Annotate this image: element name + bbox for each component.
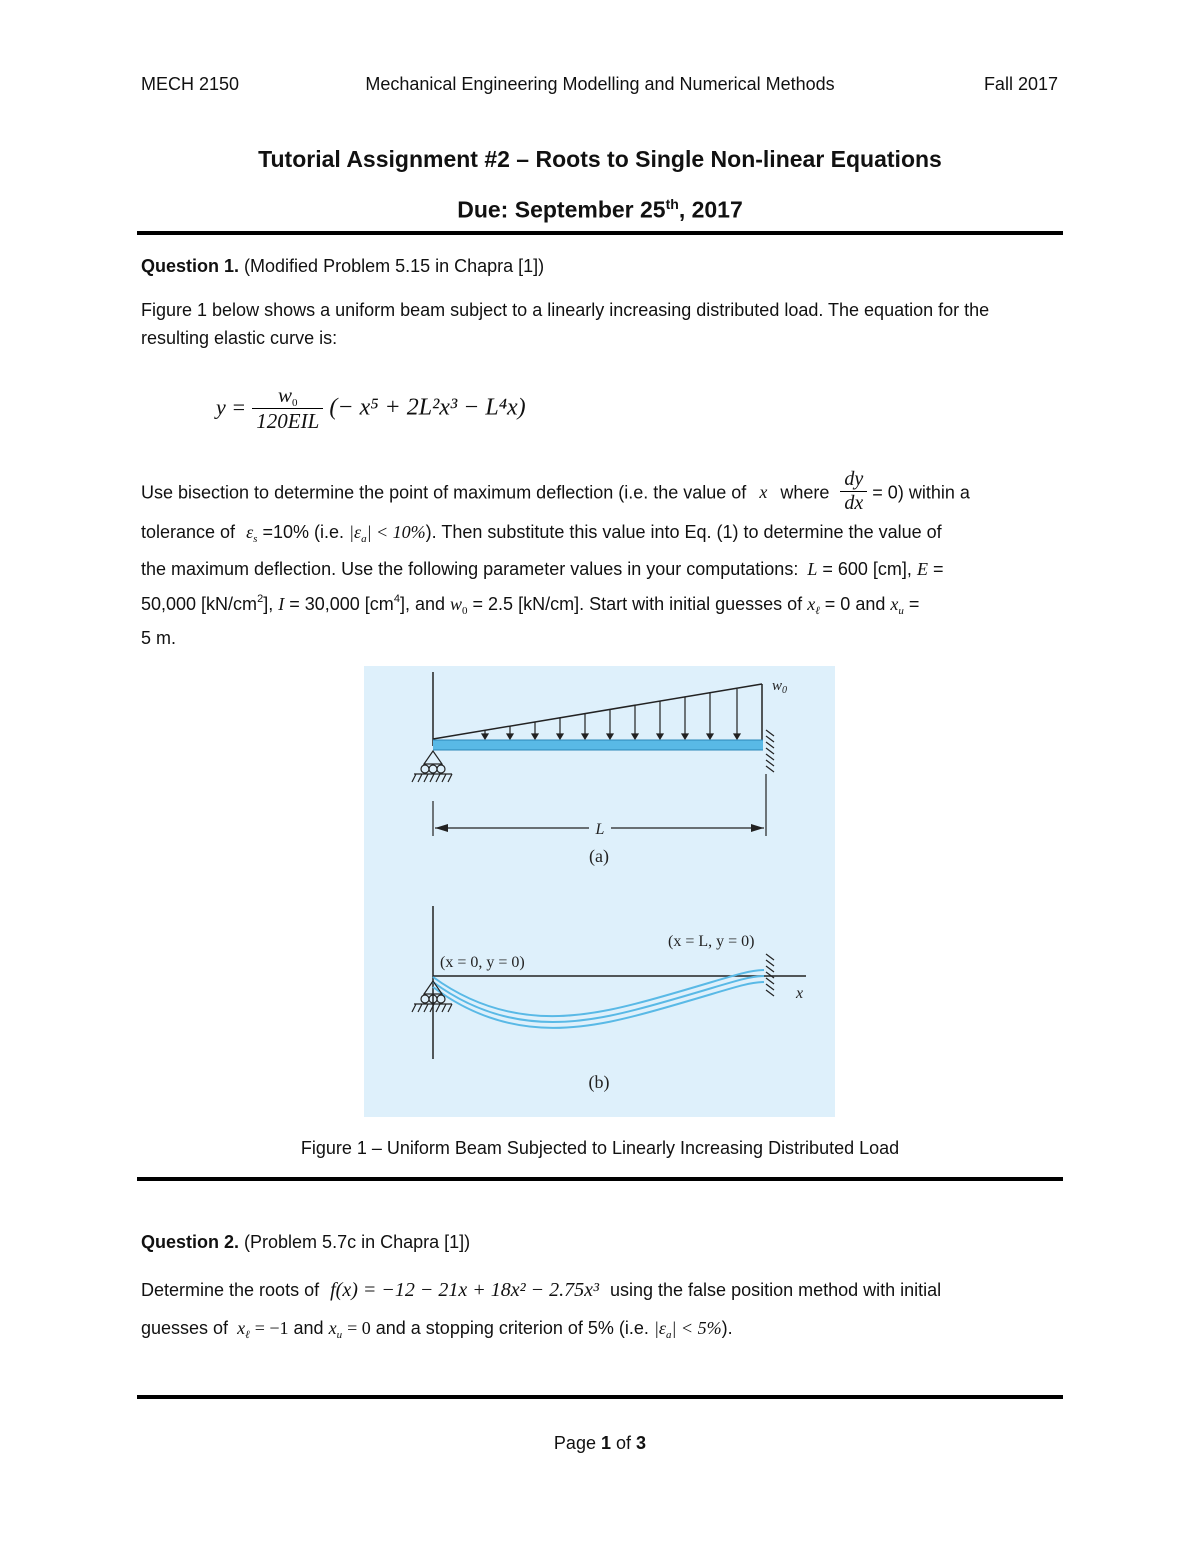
q1-heading: Question 1. (Modified Problem 5.15 in Chapra [1]) <box>141 256 545 276</box>
part-b-label: (b) <box>588 1072 610 1092</box>
part-a-label: (a) <box>589 846 609 866</box>
elastic-curve-equation: y = $\frac{w_0}{\text{120EIL}}$ (− x⁵ + 2L²x³ − L⁴x) <box>216 383 526 433</box>
x-axis-label: x <box>796 985 804 1002</box>
L-label: L <box>595 821 605 838</box>
q1-line-2: tolerance of $\varepsilon_s =10\%$ (i.e. $|\varepsilon_a| < 10\%$). Then substitute this value into Eq. (1) to determine the value of <box>141 522 942 545</box>
q1-line-3: the maximum deflection. Use the following parameter values in your computations: L = 600 [cm], E = <box>141 559 944 579</box>
q2-line-2: guesses of $x_\ell = -1$ and $x_u = 0$ and a stopping criterion of 5% (i.e. $|\varepsilon_a| < 5\%$). <box>141 1318 733 1341</box>
footer-divider <box>137 1395 1063 1399</box>
beam-figure <box>364 666 835 1117</box>
q2-line-1: Determine the roots of f(x) = −12 − 21x + 18x² − 2.75x³ using the false position method with initial <box>141 1279 942 1301</box>
q1-line-4: 50,000 $[kN/cm^2]$, I = 30,000 $[cm^4]$, and $w_0 = 2.5$ [kN/cm]. Start with initial guesses of $x_\ell = 0$ and $x_u$ = <box>141 593 920 617</box>
due-date: Due: September 25th, 2017 <box>457 196 743 223</box>
page-title: Tutorial Assignment #2 – Roots to Single Non-linear Equations <box>258 146 942 172</box>
course-title: Mechanical Engineering Modelling and Numerical Methods <box>365 74 835 94</box>
q1-intro: Figure 1 below shows a uniform beam subject to a linearly increasing distributed load. The equation for the resulting elastic curve is: <box>141 300 990 348</box>
term: Fall 2017 <box>983 74 1058 94</box>
course-code: MECH 2150 <box>141 74 240 94</box>
bc-right-label: (x = L, y = 0) <box>668 933 755 950</box>
q1-line-1: Use bisection to determine the point of maximum deflection (i.e. the value of x where $\frac{dy}{dx}$ = 0) within a <box>141 468 970 514</box>
beam-a <box>433 740 763 750</box>
w0-label: $w_0$ <box>772 678 788 696</box>
page-number: Page 1 of 3 <box>553 1433 647 1453</box>
title-divider <box>137 231 1063 235</box>
bc-left-label: (x = 0, y = 0) <box>440 954 525 971</box>
figure-divider <box>137 1177 1063 1181</box>
figure-caption: Figure 1 – Uniform Beam Subjected to Linearly Increasing Distributed Load <box>300 1138 900 1158</box>
figure-background <box>364 666 835 1117</box>
q2-heading: Question 2. (Problem 5.7c in Chapra [1]) <box>141 1232 471 1252</box>
q1-line-5: 5 m. <box>141 628 177 648</box>
